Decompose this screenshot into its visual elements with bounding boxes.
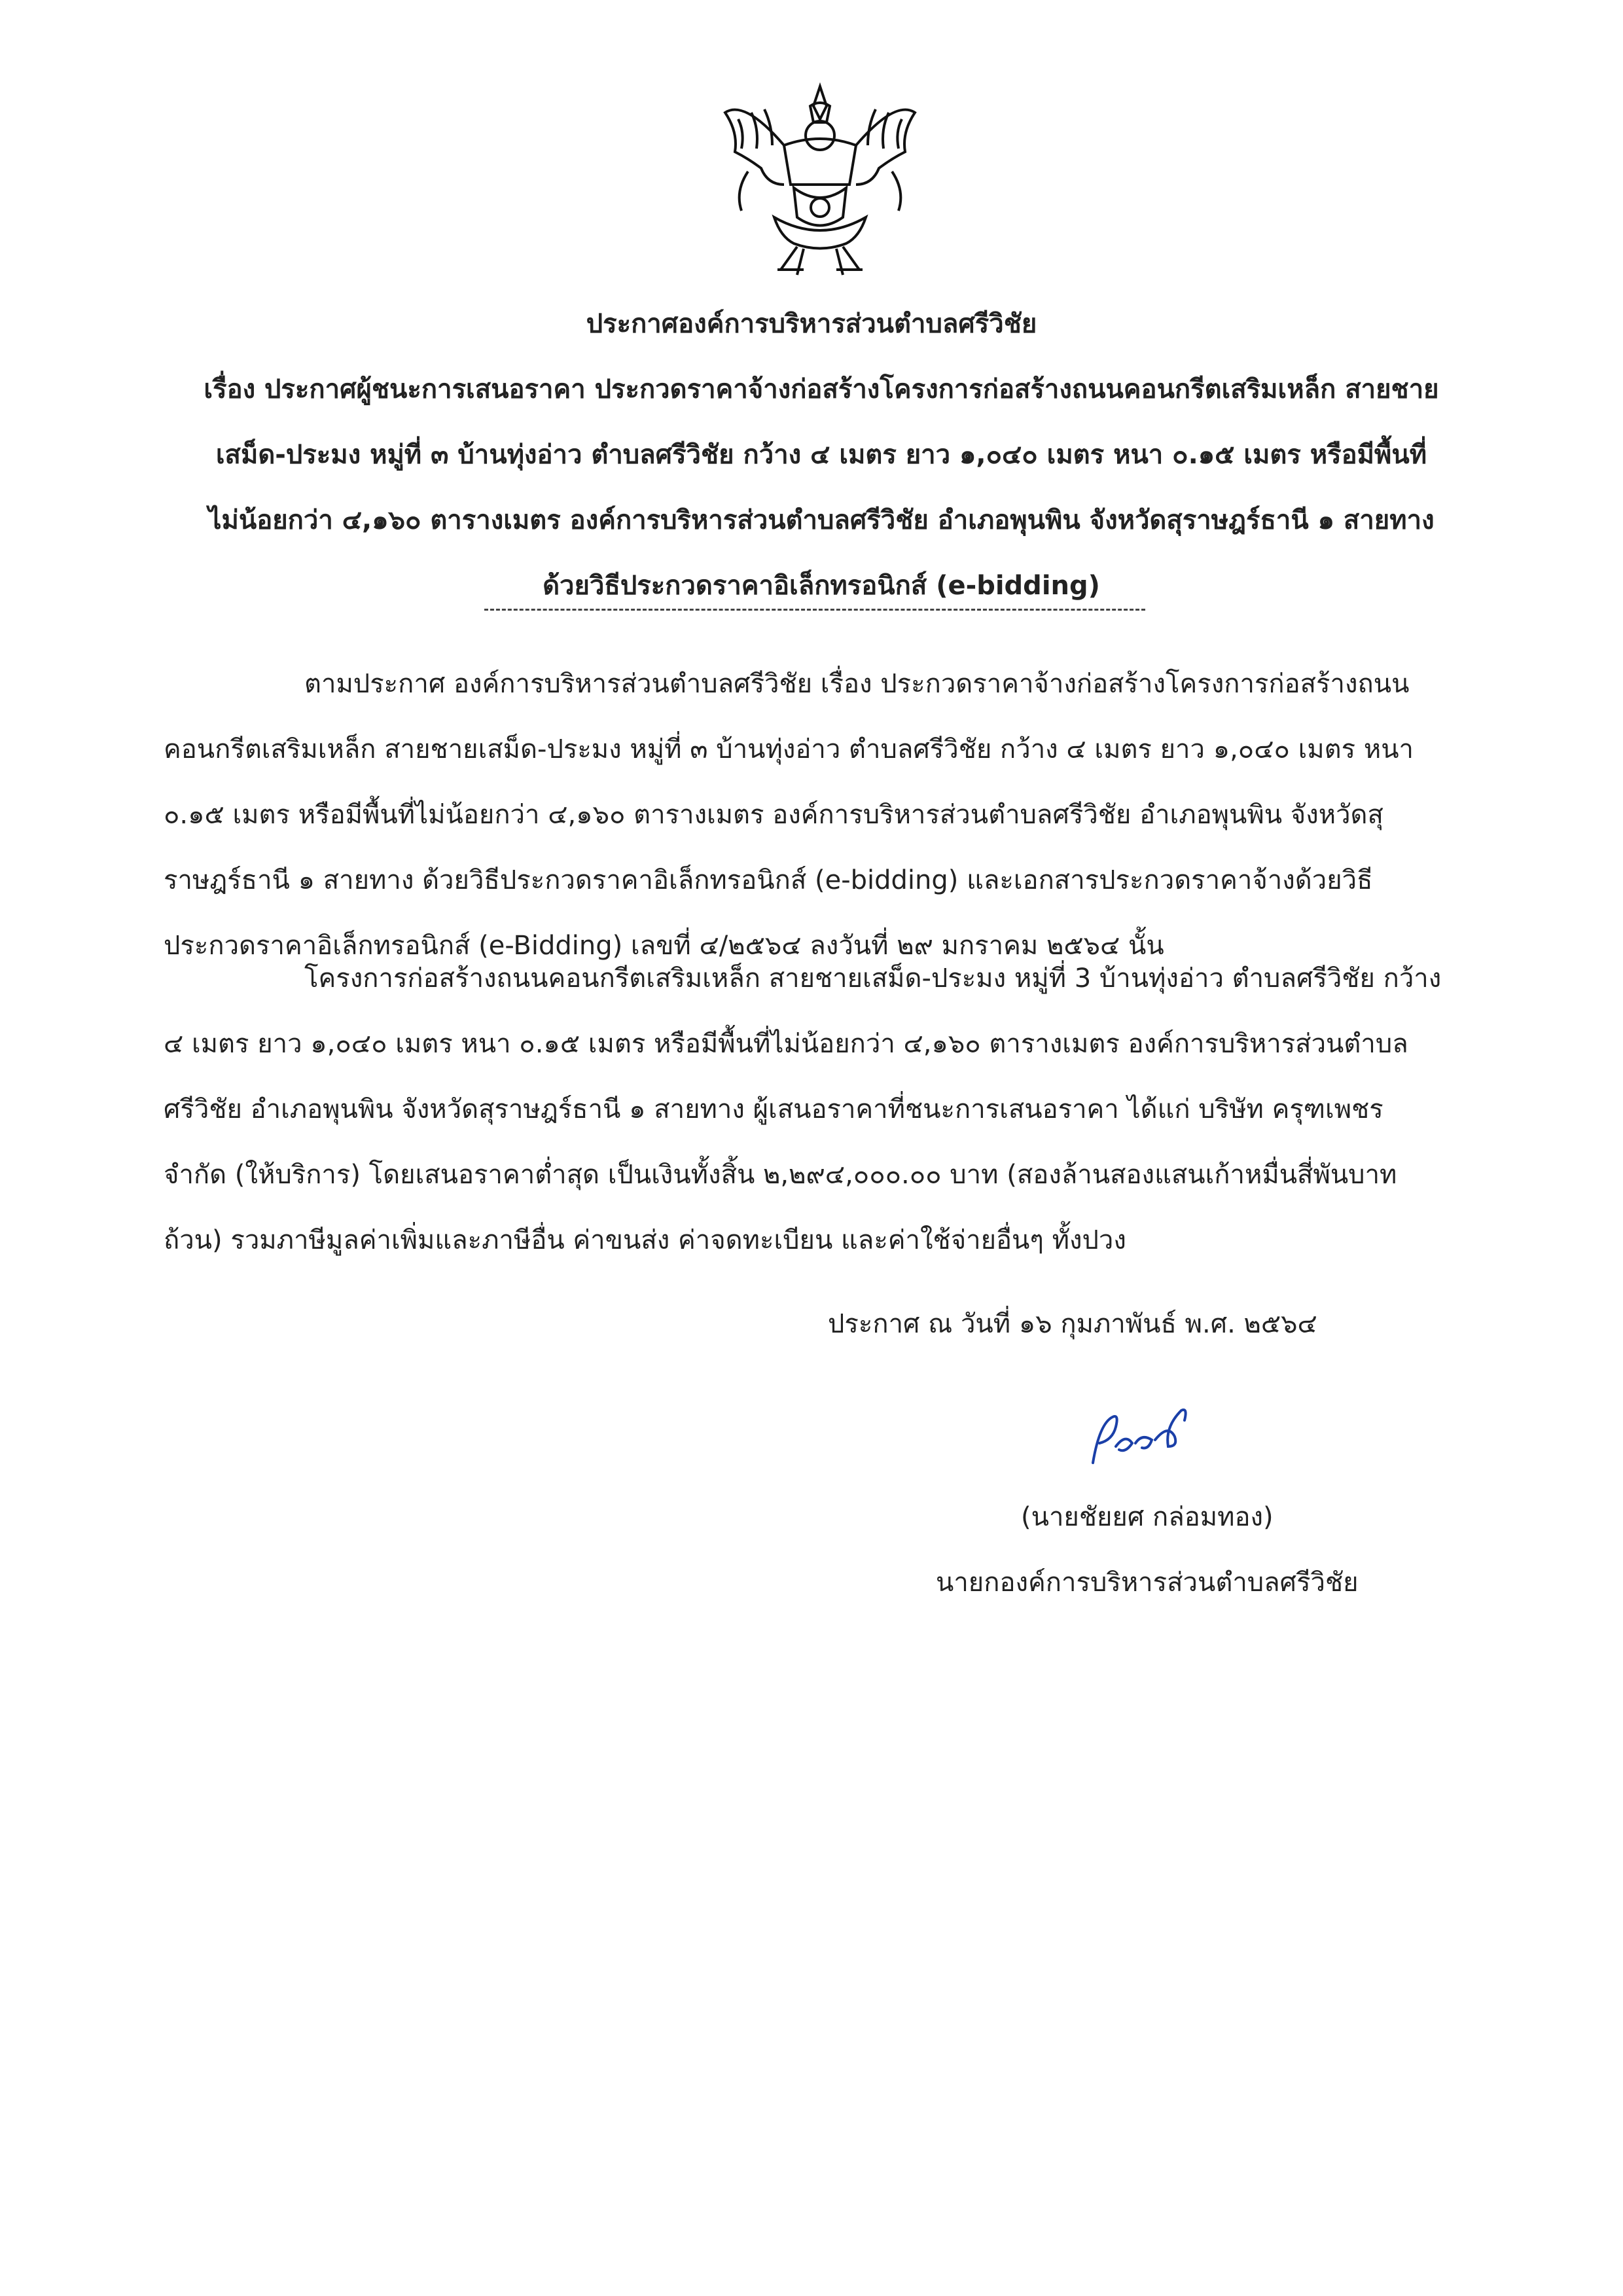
paragraph-line: ศรีวิชัย อำเภอพุนพิน จังหวัดสุราษฎร์ธานี ๑ สายทาง ผู้เสนอราคาที่ชนะการเสนอราคา ได้แก่ บริษัท ครุฑเพชร bbox=[164, 1094, 1383, 1124]
paragraph-line: ถ้วน) รวมภาษีมูลค่าเพิ่มและภาษีอื่น ค่าขนส่ง ค่าจดทะเบียน และค่าใช้จ่ายอื่นๆ ทั้งปวง bbox=[164, 1225, 1126, 1255]
paragraph-line: คอนกรีตเสริมเหล็ก สายชายเสม็ด-ประมง หมู่ที่ ๓ บ้านทุ่งอ่าว ตำบลศรีวิชัย กว้าง ๔ เมตร ยาว ๑,๐๔๐ เมตร หนา bbox=[164, 734, 1414, 764]
paragraph-line: ๐.๑๕ เมตร หรือมีพื้นที่ไม่น้อยกว่า ๔,๑๖๐ ตารางเมตร องค์การบริหารส่วนตำบลศรีวิชัย อำเภอพุนพิน จังหวัดสุ bbox=[164, 800, 1383, 830]
subject-line: เสม็ด-ประมง หมู่ที่ ๓ บ้านทุ่งอ่าว ตำบลศรีวิชัย กว้าง ๔ เมตร ยาว ๑,๐๔๐ เมตร หนา ๐.๑๕ เมตร หรือมีพื้นที่ bbox=[215, 440, 1427, 470]
subject-line: ไม่น้อยกว่า ๔,๑๖๐ ตารางเมตร องค์การบริหารส่วนตำบลศรีวิชัย อำเภอพุนพิน จังหวัดสุราษฎร์ธานี ๑ สายทาง bbox=[208, 505, 1435, 535]
subject-block bbox=[164, 357, 1479, 619]
paragraph-line: จำกัด (ให้บริการ) โดยเสนอราคาต่ำสุด เป็นเงินทั้งสิ้น ๒,๒๙๔,๐๐๐.๐๐ บาท (สองล้านสองแสนเก้าหมื่นสี่พันบาท bbox=[164, 1160, 1397, 1190]
subject-line: ด้วยวิธีประกวดราคาอิเล็กทรอนิกส์ (e-bidding) bbox=[543, 571, 1100, 601]
announcement-heading: ประกาศองค์การบริหารส่วนตำบลศรีวิชัย bbox=[586, 309, 1037, 339]
paragraph-1 bbox=[164, 651, 1479, 978]
signer-name: (นายชัยยศ กล่อมทอง) bbox=[1021, 1502, 1274, 1532]
paragraph-line: ตามประกาศ องค์การบริหารส่วนตำบลศรีวิชัย เรื่อง ประกวดราคาจ้างก่อสร้างโครงการก่อสร้างถนน bbox=[304, 669, 1410, 699]
announcement-date: ประกาศ ณ วันที่ ๑๖ กุมภาพันธ์ พ.ศ. ๒๕๖๔ bbox=[828, 1309, 1317, 1339]
paragraph-line: ประกวดราคาอิเล็กทรอนิกส์ (e-Bidding) เลขที่ ๔/๒๕๖๔ ลงวันที่ ๒๙ มกราคม ๒๕๖๔ นั้น bbox=[164, 931, 1164, 961]
subject-line: เรื่อง ประกาศผู้ชนะการเสนอราคา ประกวดราคาจ้างก่อสร้างโครงการก่อสร้างถนนคอนกรีตเสริมเหล็ก สายชาย bbox=[204, 374, 1439, 404]
paragraph-line: โครงการก่อสร้างถนนคอนกรีตเสริมเหล็ก สายชายเสม็ด-ประมง หมู่ที่ 3 บ้านทุ่งอ่าว ตำบลศรีวิชัย กว้าง bbox=[304, 963, 1442, 994]
paragraph-line: ราษฎร์ธานี ๑ สายทาง ด้วยวิธีประกวดราคาอิเล็กทรอนิกส์ (e-bidding) และเอกสารประกวดราคาจ้างด้วยวิธี bbox=[164, 865, 1373, 895]
dashed-divider bbox=[484, 609, 1145, 611]
signer-title: นายกองค์การบริหารส่วนตำบลศรีวิชัย bbox=[936, 1568, 1359, 1598]
paragraph-2 bbox=[164, 946, 1479, 1273]
handwritten-signature bbox=[1080, 1401, 1224, 1473]
garuda-emblem bbox=[712, 73, 928, 286]
paragraph-line: ๔ เมตร ยาว ๑,๐๔๐ เมตร หนา ๐.๑๕ เมตร หรือมีพื้นที่ไม่น้อยกว่า ๔,๑๖๐ ตารางเมตร องค์การบริหารส่วนตำบล bbox=[164, 1029, 1408, 1059]
